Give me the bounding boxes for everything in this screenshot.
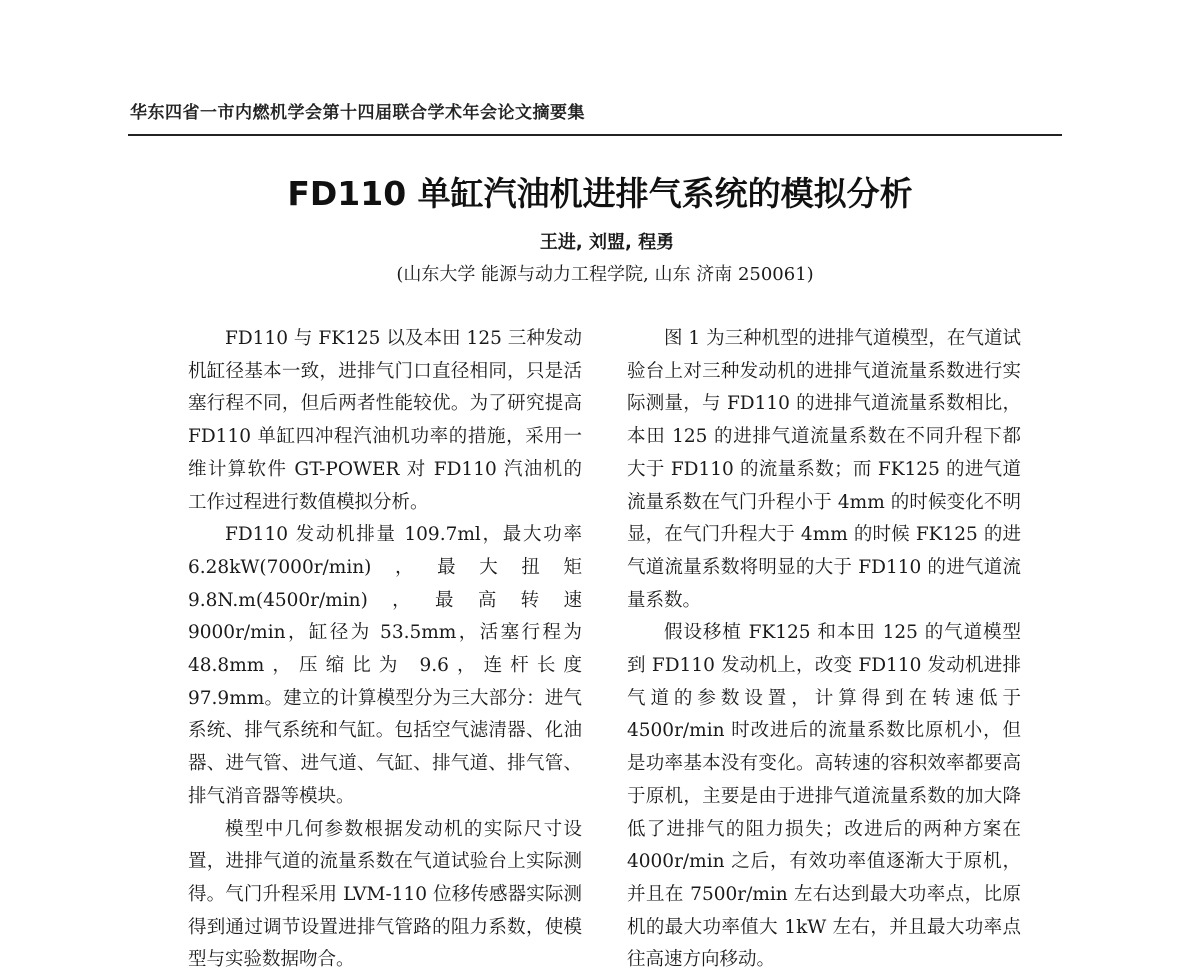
- left-paragraph-1: FD110 与 FK125 以及本田 125 三种发动机缸径基本一致，进排气门口直径相同，只是活塞行程不同，但后两者性能较优。为了研究提高 FD110 单缸四冲程汽油机功率的措施，采用一维计算软件 GT-POWER 对 FD110 汽油机的工作过程进行数值模拟分析。: [188, 328, 582, 513]
- paper-title: FD110 单缸汽油机进排气系统的模拟分析: [287, 174, 913, 213]
- left-column: [188, 323, 582, 977]
- header-rule: [128, 134, 1062, 136]
- paper-affiliation: (山东大学 能源与动力工程学院, 山东 济南 250061): [396, 264, 814, 285]
- right-paragraph-1: 图 1 为三种机型的进排气道模型，在气道试验台上对三种发动机的进排气道流量系数进行实际测量，与 FD110 的进排气道流量系数相比，本田 125 的进排气道流量系数在不同升程下都大于 FD110 的流量系数；而 FK125 的进气道流量系数在气门升程小于 4mm 的时候变化不明显，在气门升程大于 4mm 的时候 FK125 的进气道流量系数将明显的大于 FD110 的进气道流量系数。: [627, 328, 1021, 611]
- left-paragraph-3: 模型中几何参数根据发动机的实际尺寸设置，进排气道的流量系数在气道试验台上实际测得。气门升程采用 LVM-110 位移传感器实际测得到通过调节设置进排气管路的阻力系数，使模型与实验数据吻合。: [188, 818, 582, 971]
- left-paragraph-2: FD110 发动机排量 109.7ml，最大功率 6.28kW(7000r/min)，最大扭矩 9.8N.m(4500r/min)，最高转速 9000r/min，缸径为 53.5mm，活塞行程为 48.8mm，压缩比为 9.6，连杆长度 97.9mm。建立的计算模型分为三大部分：进气系统、排气系统和气缸。包括空气滤清器、化油器、进气管、进气道、气缸、排气道、排气管、排气消音器等模块。: [188, 524, 582, 807]
- right-column: [627, 323, 1021, 977]
- running-header: 华东四省一市内燃机学会第十四届联合学术年会论文摘要集: [130, 103, 585, 123]
- paper-authors: 王进, 刘盟, 程勇: [539, 232, 675, 253]
- right-paragraph-2: 假设移植 FK125 和本田 125 的气道模型到 FD110 发动机上，改变 FD110 发动机进排气道的参数设置，计算得到在转速低于 4500r/min 时改进后的流量系数比原机小，但是功率基本没有变化。高转速的容积效率都要高于原机，主要是由于进排气道流量系数的加大降低了进排气的阻力损失；改进后的两种方案在 4000r/min 之后，有效功率值逐渐大于原机，并且在 7500r/min 左右达到最大功率点，比原机的最大功率值大 1kW 左右，并且最大功率点往高速方向移动。: [627, 622, 1021, 971]
